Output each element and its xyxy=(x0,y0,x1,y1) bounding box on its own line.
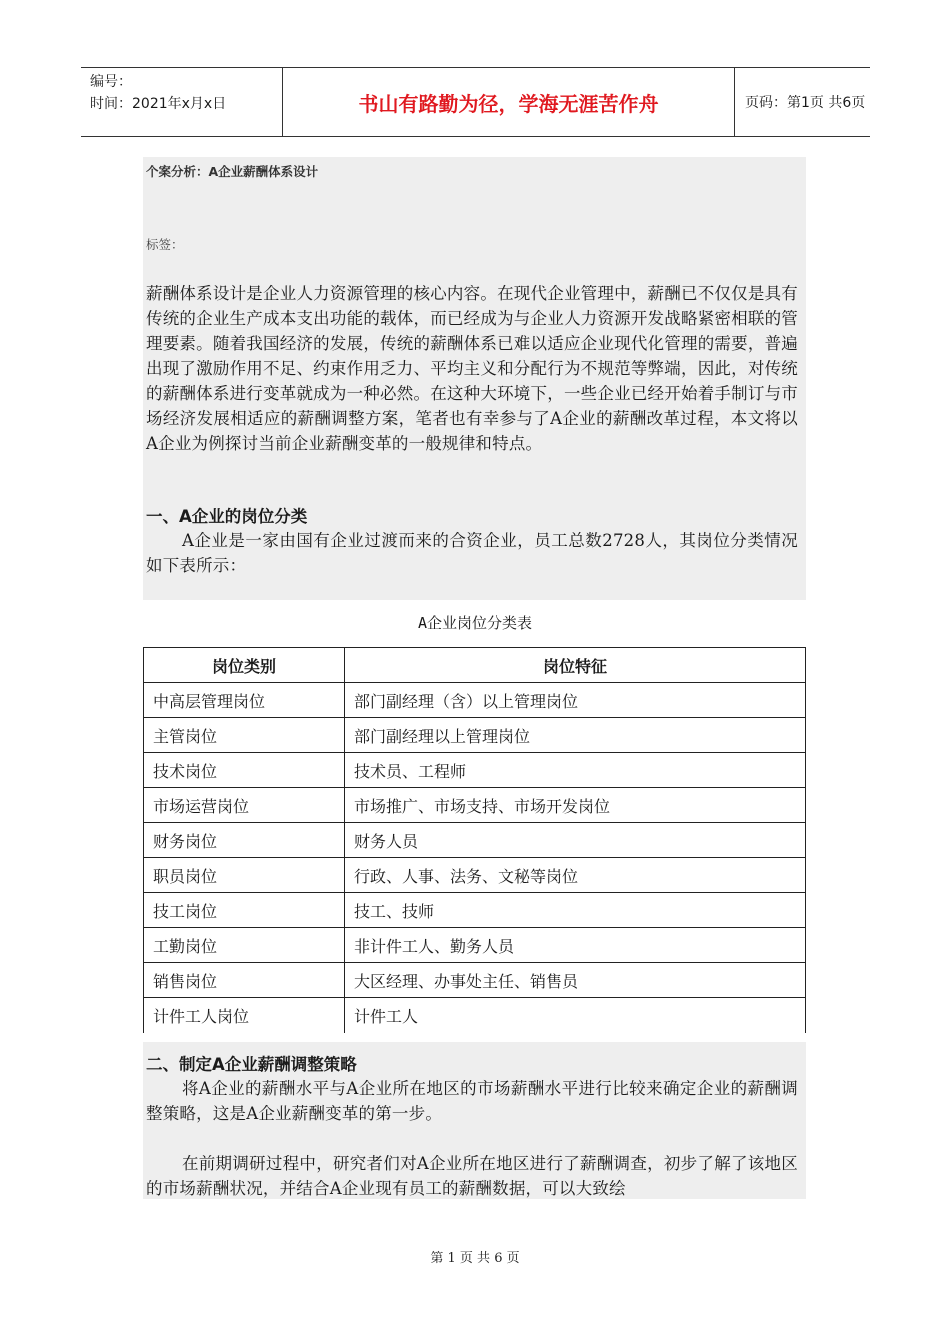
table-cell: 主管岗位 xyxy=(144,718,345,753)
table-header-cell: 岗位特征 xyxy=(345,648,806,683)
number-label: 编号： xyxy=(90,74,132,90)
table-row xyxy=(144,823,806,858)
table-cell: 技术员、工程师 xyxy=(345,753,806,788)
table-row xyxy=(144,753,806,788)
table-cell: 行政、人事、法务、文秘等岗位 xyxy=(345,858,806,893)
table-row xyxy=(144,963,806,998)
table-row xyxy=(144,928,806,963)
table-cell: 技工岗位 xyxy=(144,893,345,928)
table-cell: 工勤岗位 xyxy=(144,928,345,963)
table-header-row xyxy=(144,648,806,683)
table-row xyxy=(144,788,806,823)
section1-heading: 一、A企业的岗位分类 xyxy=(146,507,308,526)
table-cell: 部门副经理（含）以上管理岗位 xyxy=(345,683,806,718)
table-cell: 市场推广、市场支持、市场开发岗位 xyxy=(345,788,806,823)
section2-paragraph-2: 在前期调研过程中，研究者们对A企业所在地区进行了薪酬调查，初步了解了该地区的市场薪酬状况，并结合A企业现有员工的薪酬数据，可以大致绘 xyxy=(146,1154,798,1198)
table-cell: 财务人员 xyxy=(345,823,806,858)
table-caption: A企业岗位分类表 xyxy=(417,614,533,632)
page-footer: 第 1 页 共 6 页 xyxy=(430,1251,520,1266)
position-table xyxy=(143,647,806,1033)
table-cell: 市场运营岗位 xyxy=(144,788,345,823)
table-row xyxy=(144,683,806,718)
time-label: 时间：2021年x月x日 xyxy=(90,96,227,112)
table-header-cell: 岗位类别 xyxy=(144,648,345,683)
section2-paragraph-1: 将A企业的薪酬水平与A企业所在地区的市场薪酬水平进行比较来确定企业的薪酬调整策略，这是A企业薪酬变革的第一步。 xyxy=(146,1079,798,1123)
table-cell: 技术岗位 xyxy=(144,753,345,788)
tag-label: 标签： xyxy=(146,237,184,252)
table-cell: 非计件工人、勤务人员 xyxy=(345,928,806,963)
table-row xyxy=(144,718,806,753)
document-title: 个案分析：A企业薪酬体系设计 xyxy=(146,164,319,179)
section1-paragraph: A企业是一家由国有企业过渡而来的合资企业，员工总数2728人，其岗位分类情况如下表所示： xyxy=(146,531,798,575)
table-row xyxy=(144,858,806,893)
table-cell: 计件工人岗位 xyxy=(144,998,345,1033)
intro-paragraph: 薪酬体系设计是企业人力资源管理的核心内容。在现代企业管理中，薪酬已不仅仅是具有传统的企业生产成本支出功能的载体，而已经成为与企业人力资源开发战略紧密相联的管理要素。随着我国经济的发展，传统的薪酬体系已难以适应企业现代化管理的需要，普遍出现了激励作用不足、约束作用乏力、平均主义和分配行为不规范等弊端，因此，对传统的薪酬体系进行变革就成为一种必然。在这种大环境下，一些企业已经开始着手制订与市场经济发展相适应的薪酬调整方案，笔者也有幸参与了A企业的薪酬改革过程，本文将以A企业为例探讨当前企业薪酬变革的一般规律和特点。 xyxy=(146,284,798,453)
table-cell: 中高层管理岗位 xyxy=(144,683,345,718)
table-cell: 职员岗位 xyxy=(144,858,345,893)
section2-heading: 二、制定A企业薪酬调整策略 xyxy=(146,1055,357,1074)
header-motto: 书山有路勤为径，学海无涯苦作舟 xyxy=(283,68,735,136)
table-cell: 部门副经理以上管理岗位 xyxy=(345,718,806,753)
table-cell: 财务岗位 xyxy=(144,823,345,858)
table-cell: 大区经理、办事处主任、销售员 xyxy=(345,963,806,998)
table-cell: 技工、技师 xyxy=(345,893,806,928)
table-cell: 计件工人 xyxy=(345,998,806,1033)
table-row xyxy=(144,998,806,1033)
table-row xyxy=(144,893,806,928)
header-page-info: 页码：第1页 共6页 xyxy=(745,95,866,111)
table-cell: 销售岗位 xyxy=(144,963,345,998)
